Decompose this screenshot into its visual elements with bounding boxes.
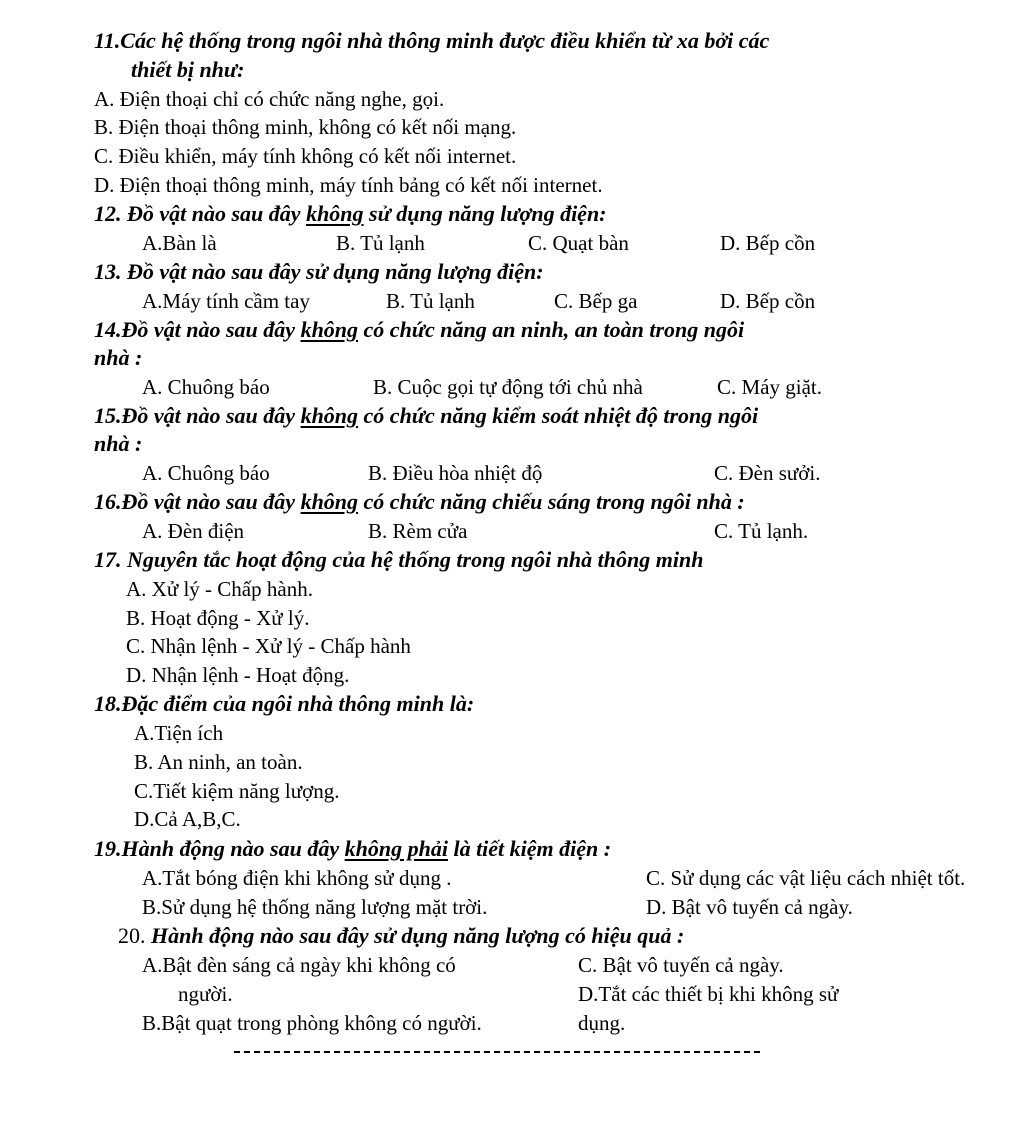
- q19-option-c: C. Sử dụng các vật liệu cách nhiệt tốt.: [646, 866, 966, 890]
- question-12-text-end: sử dụng năng lượng điện:: [363, 201, 607, 226]
- q11-option-c: C. Điều khiển, máy tính không có kết nối internet.: [94, 144, 517, 168]
- q20-option-b: B.Bật quạt trong phòng không có người.: [142, 1011, 482, 1035]
- question-15-text: 15.Đồ vật nào sau đây: [94, 403, 301, 428]
- q18-option-b: B. An ninh, an toàn.: [134, 750, 303, 774]
- q14-option-a: A. Chuông báo: [142, 375, 270, 399]
- q13-option-b: B. Tủ lạnh: [386, 289, 475, 313]
- q16-option-c: C. Tủ lạnh.: [714, 519, 809, 543]
- q11-option-d: D. Điện thoại thông minh, máy tính bảng có kết nối internet.: [94, 173, 603, 197]
- question-12-keyword: không: [306, 201, 364, 226]
- question-19-text-end: là tiết kiệm điện :: [447, 836, 612, 861]
- question-16-text: 16.Đồ vật nào sau đây: [94, 489, 301, 514]
- question-19-text: 19.Hành động nào sau đây: [94, 836, 345, 861]
- q17-option-d: D. Nhận lệnh - Hoạt động.: [126, 663, 350, 687]
- question-16-text-end: có chức năng chiếu sáng trong ngôi nhà :: [358, 489, 745, 514]
- question-15-keyword: không: [300, 403, 359, 428]
- q19-option-a: A.Tắt bóng điện khi không sử dụng .: [142, 866, 452, 890]
- q18-option-c: C.Tiết kiệm năng lượng.: [134, 779, 340, 803]
- question-15: [94, 403, 758, 429]
- question-19-keyword: không phải: [344, 836, 448, 861]
- q15-option-a: A. Chuông báo: [142, 461, 270, 485]
- question-19: [94, 836, 611, 862]
- q19-option-b: B.Sử dụng hệ thống năng lượng mặt trời.: [142, 895, 488, 919]
- q16-option-b: B. Rèm cửa: [368, 519, 468, 543]
- question-16: [94, 489, 745, 515]
- q12-option-b: B. Tủ lạnh: [336, 231, 425, 255]
- q13-option-d: D. Bếp cồn: [720, 289, 816, 313]
- question-15-line-2: nhà :: [94, 431, 143, 456]
- q12-option-c: C. Quạt bàn: [528, 231, 629, 255]
- q18-option-a: A.Tiện ích: [134, 721, 224, 745]
- question-15-text-end: có chức năng kiểm soát nhiệt độ trong ngôi: [358, 403, 759, 428]
- question-12: [94, 201, 607, 227]
- q13-option-a: A.Máy tính cầm tay: [142, 289, 310, 313]
- q13-option-c: C. Bếp ga: [554, 289, 638, 313]
- q20-option-c: C. Bật vô tuyến cả ngày.: [578, 953, 784, 977]
- q19-option-d: D. Bật vô tuyến cả ngày.: [646, 895, 853, 919]
- q14-option-c: C. Máy giặt.: [717, 375, 822, 399]
- q20-option-a-line-2: người.: [178, 982, 233, 1006]
- q15-option-c: C. Đèn sưởi.: [714, 461, 821, 485]
- question-18: 18.Đặc điểm của ngôi nhà thông minh là:: [94, 691, 475, 716]
- q16-option-a: A. Đèn điện: [142, 519, 245, 543]
- q11-option-a: A. Điện thoại chỉ có chức năng nghe, gọi.: [94, 87, 445, 111]
- question-16-keyword: không: [300, 489, 359, 514]
- question-17: 17. Nguyên tắc hoạt động của hệ thống trong ngôi nhà thông minh: [94, 547, 704, 572]
- question-20-number: 20.: [118, 923, 151, 948]
- question-13: 13. Đồ vật nào sau đây sử dụng năng lượng điện:: [94, 259, 544, 284]
- question-11-line-2: thiết bị như:: [131, 57, 245, 82]
- q18-option-d: D.Cả A,B,C.: [134, 807, 241, 831]
- q17-option-a: A. Xử lý - Chấp hành.: [126, 577, 313, 601]
- question-14-line-2: nhà :: [94, 345, 143, 370]
- q20-option-a-line-1: A.Bật đèn sáng cả ngày khi không có: [142, 953, 456, 977]
- q12-option-d: D. Bếp cồn: [720, 231, 816, 255]
- question-20-text: Hành động nào sau đây sử dụng năng lượng có hiệu quả :: [151, 923, 685, 948]
- q17-option-c: C. Nhận lệnh - Xử lý - Chấp hành: [126, 634, 411, 658]
- question-14-keyword: không: [300, 317, 359, 342]
- question-14-text: 14.Đồ vật nào sau đây: [94, 317, 301, 342]
- q14-option-b: B. Cuộc gọi tự động tới chủ nhà: [373, 375, 643, 399]
- q20-option-d-line-1: D.Tắt các thiết bị khi không sử: [578, 982, 839, 1006]
- question-14: [94, 317, 744, 343]
- q17-option-b: B. Hoạt động - Xử lý.: [126, 606, 310, 630]
- q11-option-b: B. Điện thoại thông minh, không có kết nối mạng.: [94, 115, 517, 139]
- question-20: [118, 923, 684, 949]
- end-divider: [234, 1051, 760, 1053]
- q12-option-a: A.Bàn là: [142, 231, 217, 255]
- question-14-text-end: có chức năng an ninh, an toàn trong ngôi: [358, 317, 745, 342]
- question-12-text: 12. Đồ vật nào sau đây: [94, 201, 307, 226]
- q15-option-b: B. Điều hòa nhiệt độ: [368, 461, 543, 485]
- q20-option-d-line-2: dụng.: [578, 1011, 626, 1035]
- question-11-line-1: 11.Các hệ thống trong ngôi nhà thông minh được điều khiển từ xa bởi các: [94, 28, 770, 53]
